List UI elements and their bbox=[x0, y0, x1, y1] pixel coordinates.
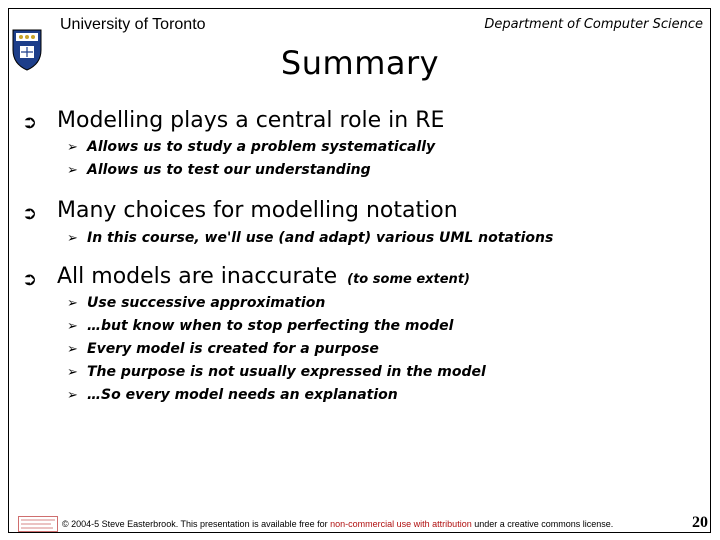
page-number: 20 bbox=[692, 514, 708, 531]
arrow-icon: ➢ bbox=[67, 140, 78, 155]
bullet-3-sub-2: …but know when to stop perfecting the model bbox=[87, 318, 454, 334]
creative-commons-logo-icon bbox=[18, 516, 58, 532]
circle-arrow-icon: ➲ bbox=[22, 112, 38, 133]
bullet-3-note: (to some extent) bbox=[347, 272, 470, 287]
license-link[interactable]: non-commercial use with attribution bbox=[330, 519, 472, 529]
bullet-2-sub-1: In this course, we'll use (and adapt) various UML notations bbox=[87, 230, 554, 246]
circle-arrow-icon: ➲ bbox=[22, 269, 38, 290]
arrow-icon: ➢ bbox=[67, 342, 78, 357]
arrow-icon: ➢ bbox=[67, 231, 78, 246]
bullet-2-text: Many choices for modelling notation bbox=[57, 198, 458, 223]
bullet-3-sub-1: Use successive approximation bbox=[87, 295, 326, 311]
arrow-icon: ➢ bbox=[67, 163, 78, 178]
arrow-icon: ➢ bbox=[67, 388, 78, 403]
bullet-3-sub-3: Every model is created for a purpose bbox=[87, 341, 379, 357]
bullet-3-main: All models are inaccurate bbox=[57, 264, 338, 289]
department-name: Department of Computer Science bbox=[484, 17, 703, 32]
bullet-1-sub-2: Allows us to test our understanding bbox=[87, 162, 371, 178]
university-name: University of Toronto bbox=[60, 16, 206, 33]
arrow-icon: ➢ bbox=[67, 296, 78, 311]
bullet-1-text: Modelling plays a central role in RE bbox=[57, 108, 445, 133]
bullet-3-sub-4: The purpose is not usually expressed in the model bbox=[87, 364, 486, 380]
slide-title: Summary bbox=[280, 44, 440, 82]
arrow-icon: ➢ bbox=[67, 365, 78, 380]
circle-arrow-icon: ➲ bbox=[22, 203, 38, 224]
copyright-lead: © 2004-5 Steve Easterbrook. This presentation is available free for bbox=[62, 519, 328, 529]
footer-copyright bbox=[62, 519, 613, 529]
arrow-icon: ➢ bbox=[67, 319, 78, 334]
bullet-1-sub-1: Allows us to study a problem systematically bbox=[87, 139, 436, 155]
bullet-3-sub-5: …So every model needs an explanation bbox=[87, 387, 398, 403]
bullet-3-text bbox=[57, 264, 470, 289]
copyright-tail: under a creative commons license. bbox=[474, 519, 614, 529]
